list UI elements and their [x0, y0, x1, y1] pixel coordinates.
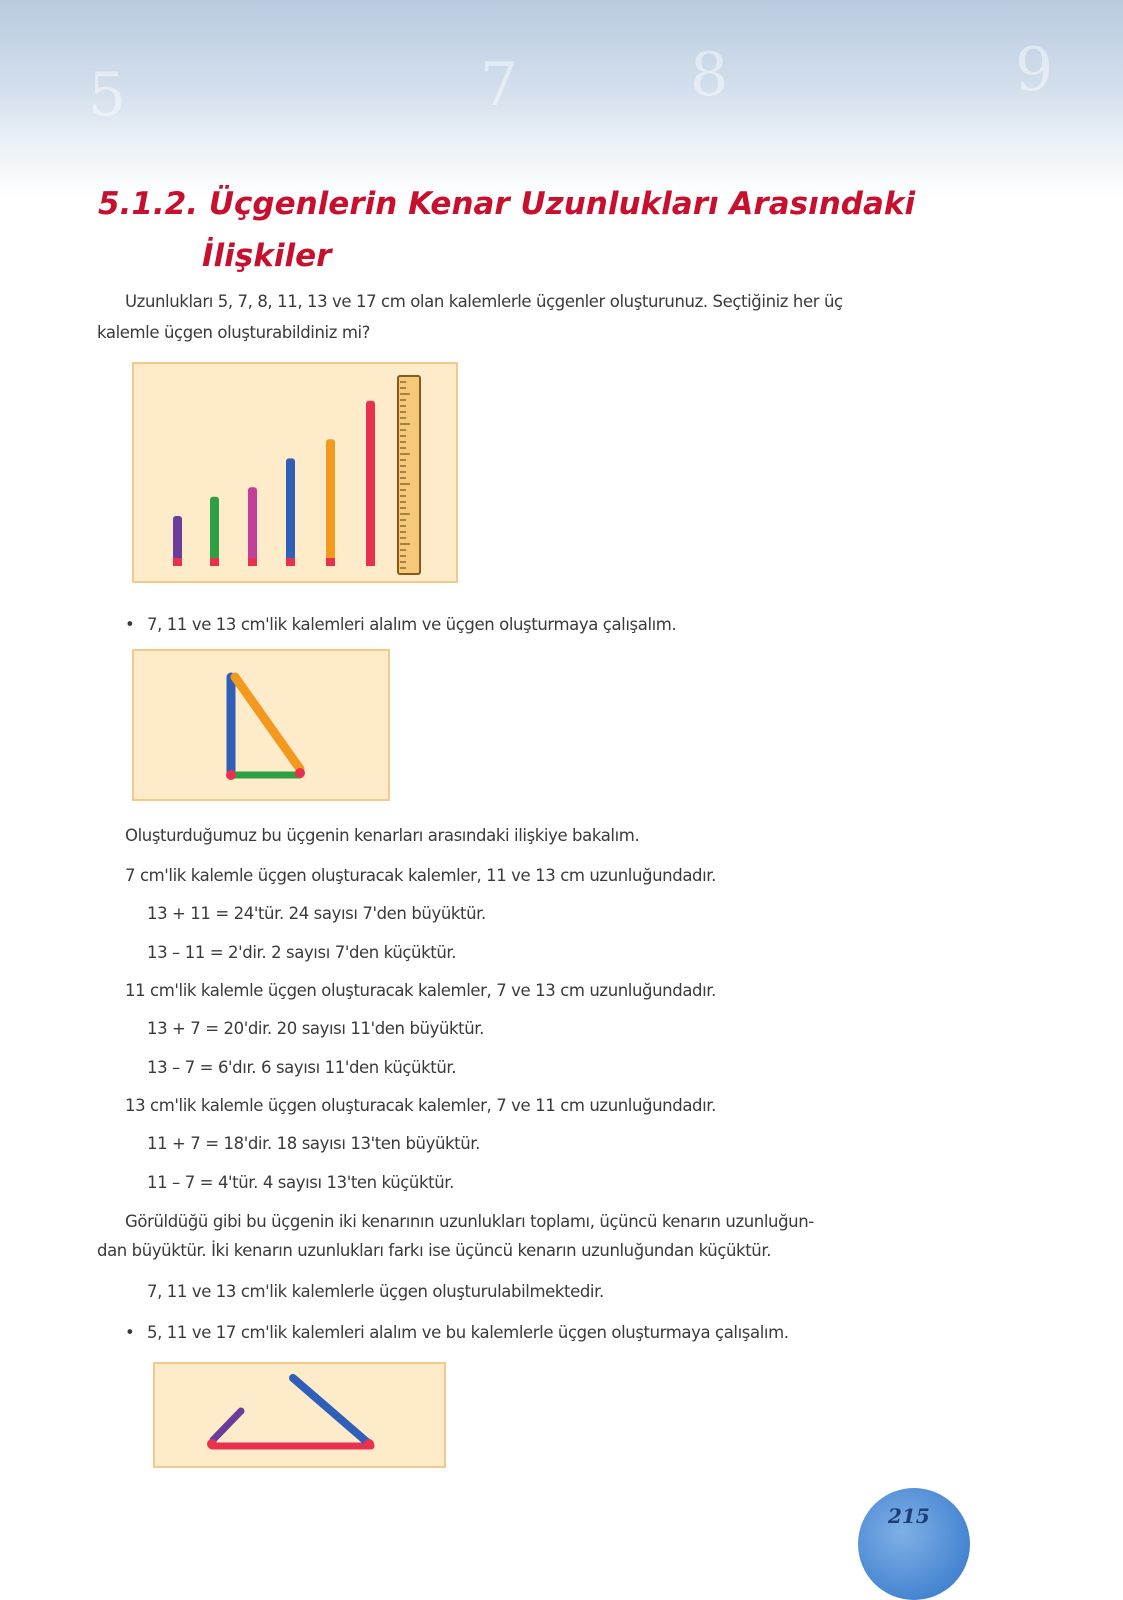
decor-number: 9 [1015, 35, 1054, 105]
decor-number: 5 [88, 60, 127, 130]
title-line-2: İlişkiler [202, 238, 332, 274]
bullet-text: 5, 11 ve 17 cm'lik kalemleri alalım ve bu kalemlerle üçgen oluşturmaya çalışalım. [147, 1323, 789, 1342]
non-triangle-pencils-illustration [155, 1364, 448, 1470]
body-line: 13 + 7 = 20'dir. 20 sayısı 11'den büyüktür. [147, 1019, 485, 1038]
body-line: 7 cm'lik kalemle üçgen oluşturacak kalemler, 11 ve 13 cm uzunluğundadır. [125, 866, 716, 885]
pencil-11cm [286, 458, 295, 564]
decor-number: 7 [480, 50, 519, 120]
bullet-text: 7, 11 ve 13 cm'lik kalemleri alalım ve üçgen oluşturmaya çalışalım. [147, 615, 677, 634]
body-line: 7, 11 ve 13 cm'lik kalemlerle üçgen oluşturulabilmektedir. [147, 1282, 604, 1301]
body-line: 11 – 7 = 4'tür. 4 sayısı 13'ten küçüktür. [147, 1173, 454, 1192]
page-number-badge [858, 1488, 970, 1600]
pencil-eraser [173, 558, 182, 566]
bullet-icon: • [125, 1323, 135, 1342]
pencil-eraser [248, 558, 257, 566]
pencil-eraser [286, 558, 295, 566]
pencil-13cm [326, 439, 335, 564]
pencil-eraser [366, 558, 375, 566]
bullet-item-1 [125, 615, 676, 634]
failed-triangle-figure [153, 1362, 446, 1468]
pencils-illustration [134, 364, 460, 585]
body-line: 13 + 11 = 24'tür. 24 sayısı 7'den büyüktür. [147, 904, 486, 923]
body-line: 11 + 7 = 18'dir. 18 sayısı 13'ten büyüktür. [147, 1134, 480, 1153]
header-banner [0, 0, 1123, 200]
pencil-17cm [366, 401, 375, 564]
pencil-eraser [210, 558, 219, 566]
decor-number: 8 [690, 40, 729, 110]
body-line: dan büyüktür. İki kenarın uzunlukları farkı ise üçüncü kenarın uzunluğundan küçüktür. [97, 1241, 772, 1260]
pencil-eraser [326, 558, 335, 566]
body-line: Görüldüğü gibi bu üçgenin iki kenarının uzunlukları toplamı, üçüncü kenarın uzunluğun- [125, 1212, 814, 1231]
section-title [98, 178, 915, 282]
body-line: 11 cm'lik kalemle üçgen oluşturacak kalemler, 7 ve 13 cm uzunluğundadır. [125, 981, 716, 1000]
pencil-8cm [248, 487, 257, 564]
triangle-figure [132, 649, 390, 801]
body-line: 13 – 11 = 2'dir. 2 sayısı 7'den küçüktür. [147, 943, 457, 962]
body-line: 13 – 7 = 6'dır. 6 sayısı 11'den küçüktür. [147, 1058, 457, 1077]
pencil-7cm [210, 497, 219, 564]
triangle-pencils-illustration [134, 651, 392, 803]
pencil-5cm [173, 516, 182, 564]
body-line: Oluşturduğumuz bu üçgenin kenarları arasındaki ilişkiye bakalım. [125, 826, 640, 845]
body-line: 13 cm'lik kalemle üçgen oluşturacak kalemler, 7 ve 11 cm uzunluğundadır. [125, 1096, 716, 1115]
title-line-1: 5.1.2. Üçgenlerin Kenar Uzunlukları Arasındaki [98, 186, 916, 222]
pencils-figure [132, 362, 458, 583]
bullet-item-2 [125, 1323, 789, 1342]
bullet-icon: • [125, 615, 135, 634]
page-number: 215 [888, 1504, 930, 1528]
intro-line-2: kalemle üçgen oluşturabildiniz mi? [97, 323, 371, 342]
intro-line-1: Uzunlukları 5, 7, 8, 11, 13 ve 17 cm olan kalemlerle üçgenler oluşturunuz. Seçtiğiniz her üç [125, 292, 843, 311]
